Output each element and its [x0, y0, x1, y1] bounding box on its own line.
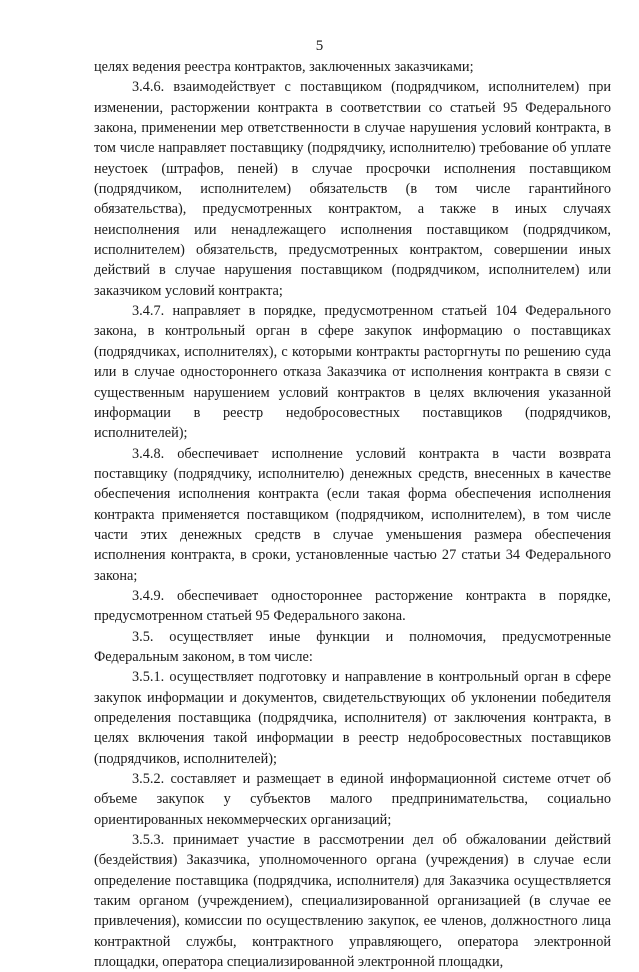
paragraph-3-5-2: 3.5.2. составляет и размещает в единой информационной системе отчет об объеме закупок у субъектов малого предпринимательства, социально ориентированных некоммерческих организаций; — [94, 771, 611, 828]
paragraph-3-5-1: 3.5.1. осуществляет подготовку и направление в контрольный орган в сфере закупок информации и документов, свидетельствующих об уклонении победителя определения поставщика (подрядчика, исполнителя) от заключения контракта, в целях включения такой информации в реестр недобросовестных поставщиков (подрядчиков, исполнителей); — [94, 669, 611, 767]
paragraph-3-5: 3.5. осуществляет иные функции и полномочия, предусмотренные Федеральным законом, в том числе: — [94, 628, 611, 665]
paragraph-3-5-3: 3.5.3. принимает участие в рассмотрении дел об обжаловании действий (бездействия) Заказчика, уполномоченного органа (учреждения) в случае если определение поставщика (подрядчика, исполнителя) для Заказчика осуществляется таким органом (учреждением), специализированной организацией (в случае ее привлечения), комиссии по осуществлению закупок, ее членов, должностного лица контрактной службы, контрактного управляющего, оператора электронной площадки, оператора специализированной электронной площадки, — [94, 832, 611, 971]
page-number: 5 — [315, 38, 324, 54]
paragraph-3-4-9: 3.4.9. обеспечивает одностороннее расторжение контракта в порядке, предусмотренном статьей 95 Федерального закона. — [94, 587, 611, 625]
paragraph-3-4-8: 3.4.8. обеспечивает исполнение условий контракта в части возврата поставщику (подрядчику, исполнителю) денежных средств, внесенных в качестве обеспечения исполнения контракта (если такая форма обеспечения исполнения контракта применяется поставщиком (подрядчиком, исполнителем), в том числе части этих денежных средств в случае уменьшения размера обеспечения исполнения контракта, в сроки, установленные частью 27 статьи 34 Федерального закона; — [94, 445, 611, 584]
paragraph-3-4-7: 3.4.7. направляет в порядке, предусмотренном статьей 104 Федерального закона, в контрольный орган в сфере закупок информацию о поставщиках (подрядчиках, исполнителях), с которыми контракты расторгнуты по решению суда или в случае одностороннего отказа Заказчика от исполнения контракта в связи с существенным нарушением условий контрактов в целях включения указанной информации в реестр недобросовестных поставщиков (подрядчиков, исполнителей); — [94, 303, 611, 442]
paragraph-continuation: целях ведения реестра контрактов, заключенных заказчиками; — [94, 59, 474, 75]
document-body — [94, 57, 611, 972]
paragraph-3-4-6: 3.4.6. взаимодействует с поставщиком (подрядчиком, исполнителем) при изменении, расторжении контракта в соответствии со статьей 95 Федерального закона, применении мер ответственности в случае нарушения условий контракта, в том числе направляет поставщику (подрядчику, исполнителю) требование об уплате неустоек (штрафов, пеней) в случае просрочки исполнения поставщиком (подрядчиком, исполнителем) обязательств (в том числе гарантийного обязательства), предусмотренных контрактом, а также в иных случаях неисполнения или ненадлежащего исполнения поставщиком (подрядчиком, исполнителем) обязательств, предусмотренных контрактом, совершении иных действий в случае нарушения поставщиком (подрядчиком, исполнителем) или заказчиком условий контракта; — [94, 79, 611, 299]
